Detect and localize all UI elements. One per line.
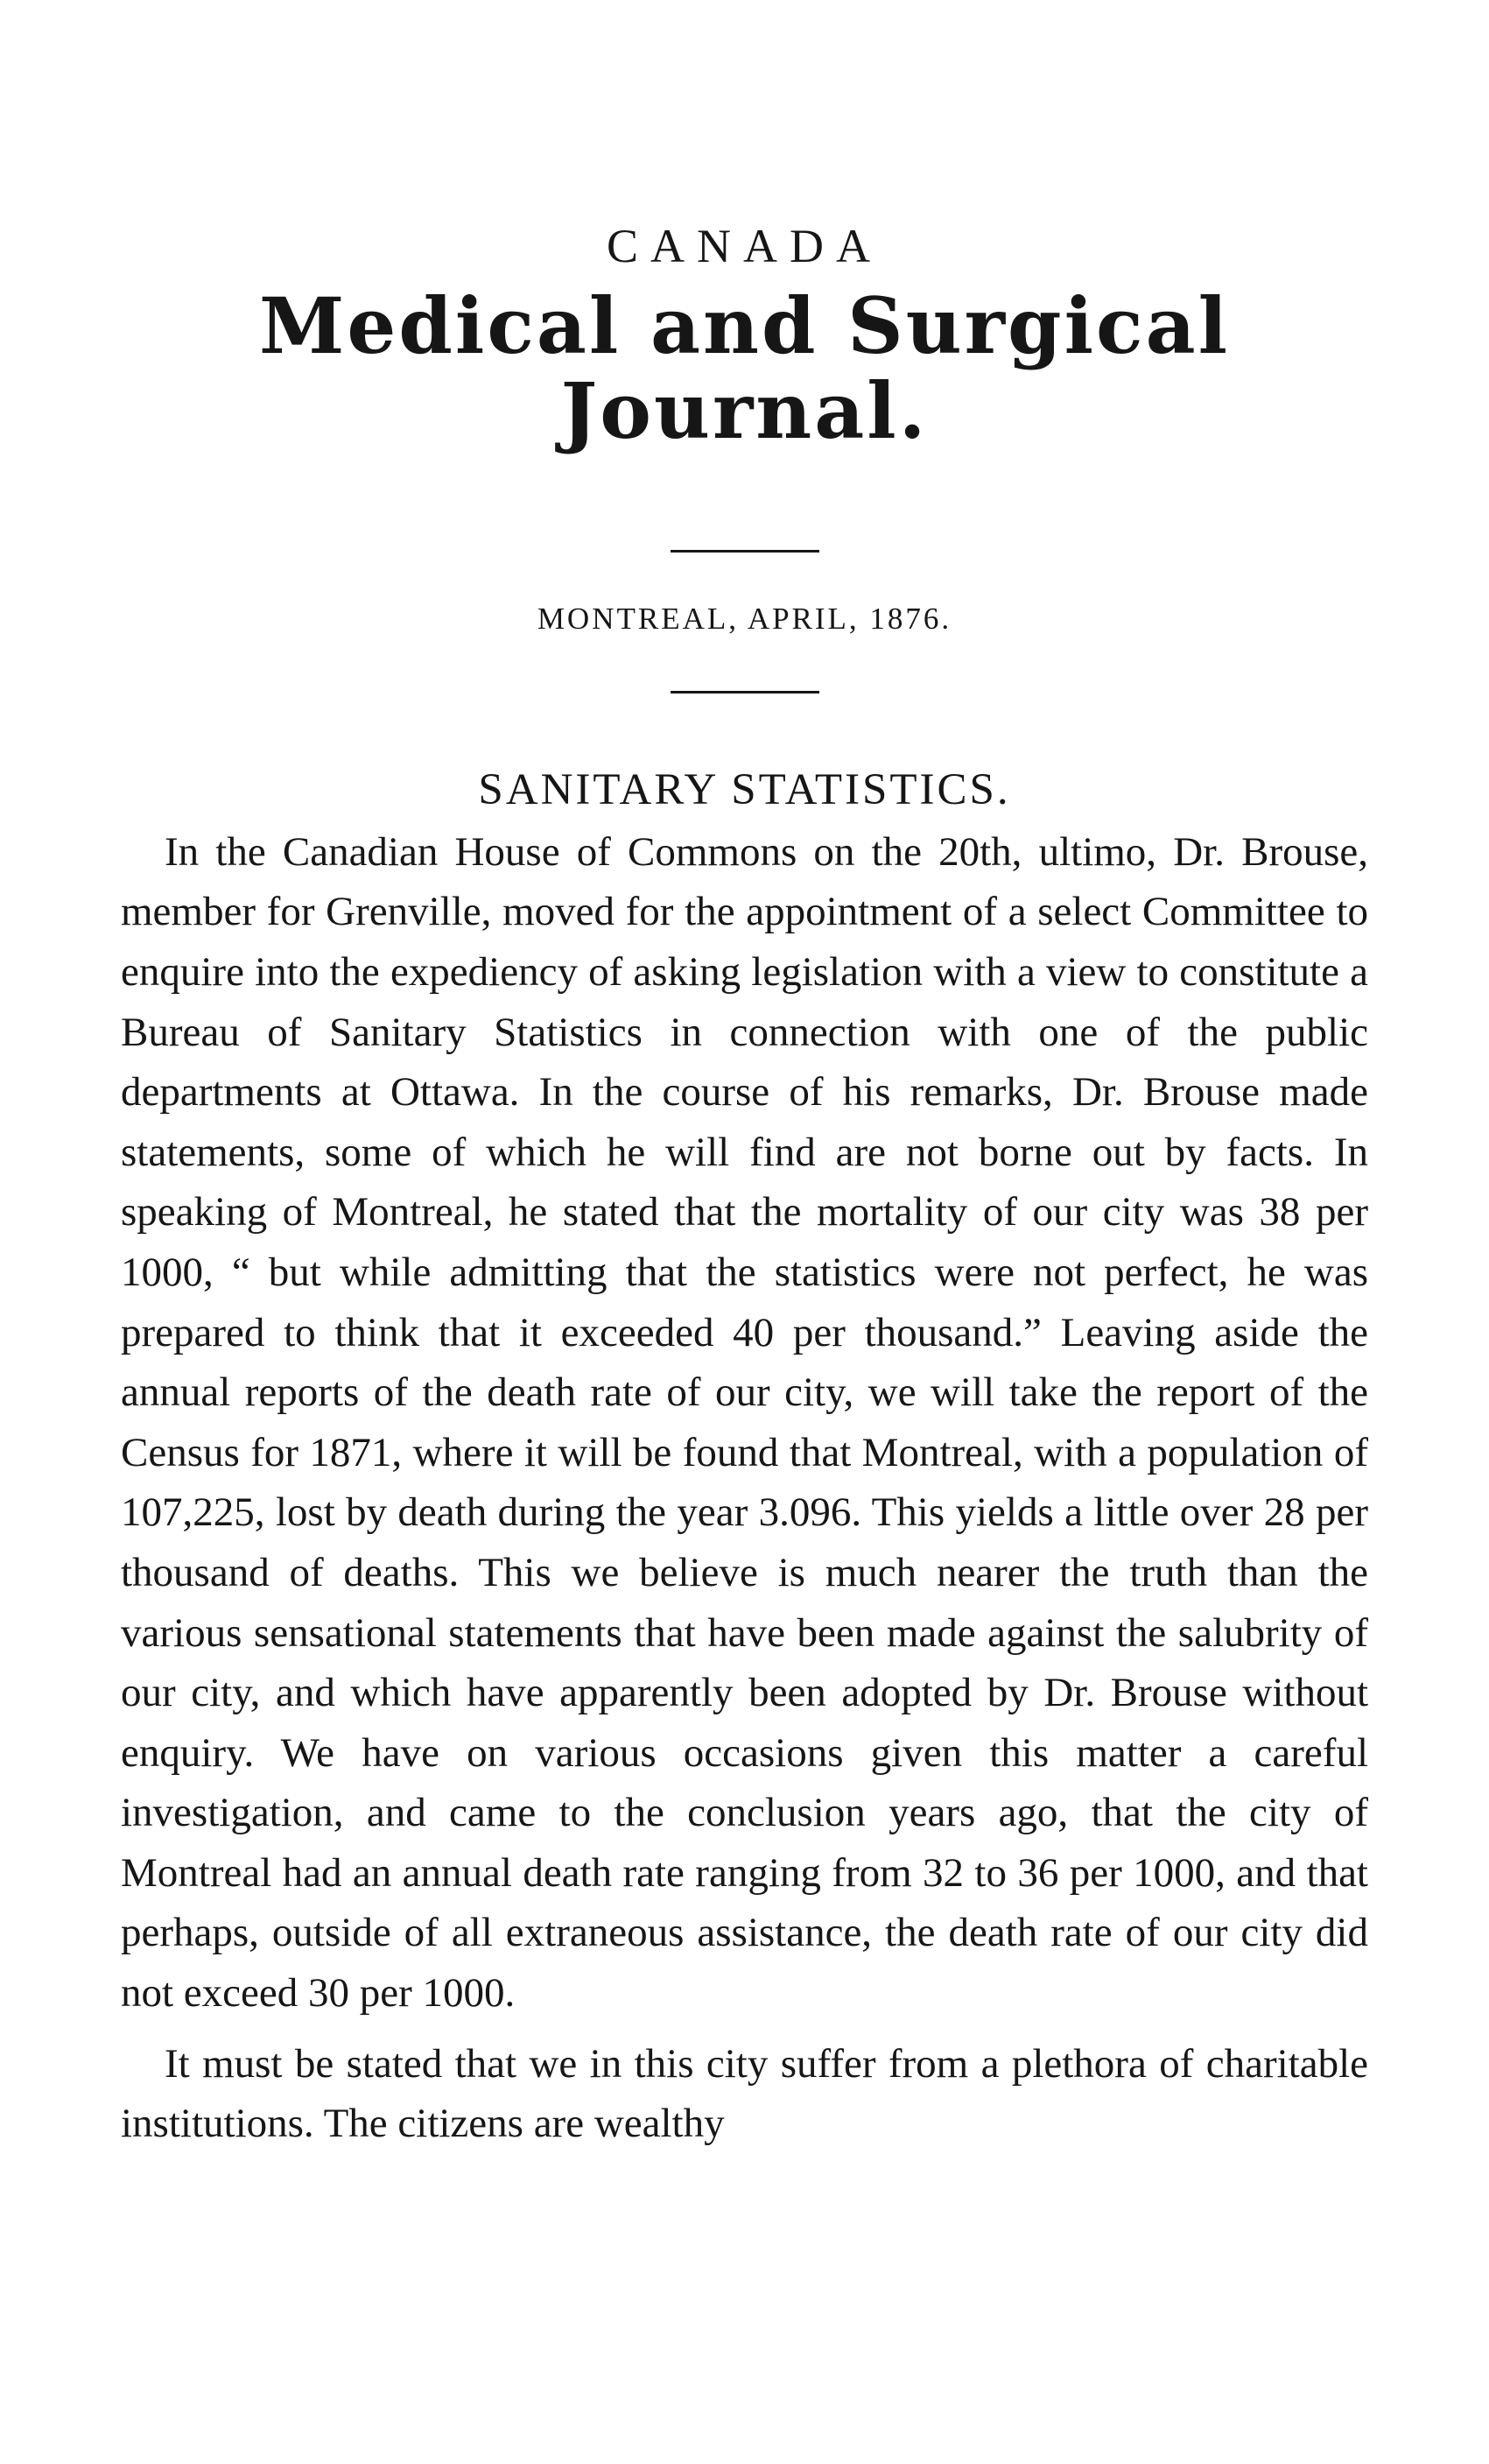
- journal-page: [121, 219, 1368, 2154]
- article-title: SANITARY STATISTICS.: [478, 764, 1011, 814]
- article-paragraph: In the Canadian House of Commons on the 20th, ultimo, Dr. Brouse, member for Grenville, moved for the appointment of a select Committee to enquire into the expediency of asking legislation with a view to constitute a Bureau of Sanitary Statistics in connection with one of the public departments at Ottawa. In the course of his remarks, Dr. Brouse made statements, some of which he will find are not borne out by facts. In speaking of Montreal, he stated that the mortality of our city was 38 per 1000, “ but while admitting that the statistics were not perfect, he was prepared to think that it exceeded 40 per thousand.” Leaving aside the annual reports of the death rate of our city, we will take the report of the Census for 1871, where it will be found that Montreal, with a population of 107,225, lost by death during the year 3.096. This yields a little over 28 per thousand of deaths. This we believe is much nearer the truth than the various sensational statements that have been made against the salubrity of our city, and which have apparently been adopted by Dr. Brouse without enquiry. We have on various occasions given this matter a careful investigation, and came to the conclusion years ago, that the city of Montreal had an annual death rate ranging from 32 to 36 per 1000, and that perhaps, outside of all extraneous assistance, the death rate of our city did not exceed 30 per 1000.: [121, 828, 1368, 2017]
- divider-rule: [671, 550, 819, 553]
- divider-rule: [671, 691, 819, 693]
- journal-name-top: CANADA: [606, 220, 882, 272]
- article-body: [121, 822, 1368, 2154]
- journal-title: Medical and Surgical Journal.: [258, 280, 1231, 456]
- article-paragraph: It must be stated that we in this city suffer from a plethora of charitable institutions. The citizens are wealthy: [121, 2040, 1368, 2147]
- dateline: MONTREAL, APRIL, 1876.: [537, 601, 952, 636]
